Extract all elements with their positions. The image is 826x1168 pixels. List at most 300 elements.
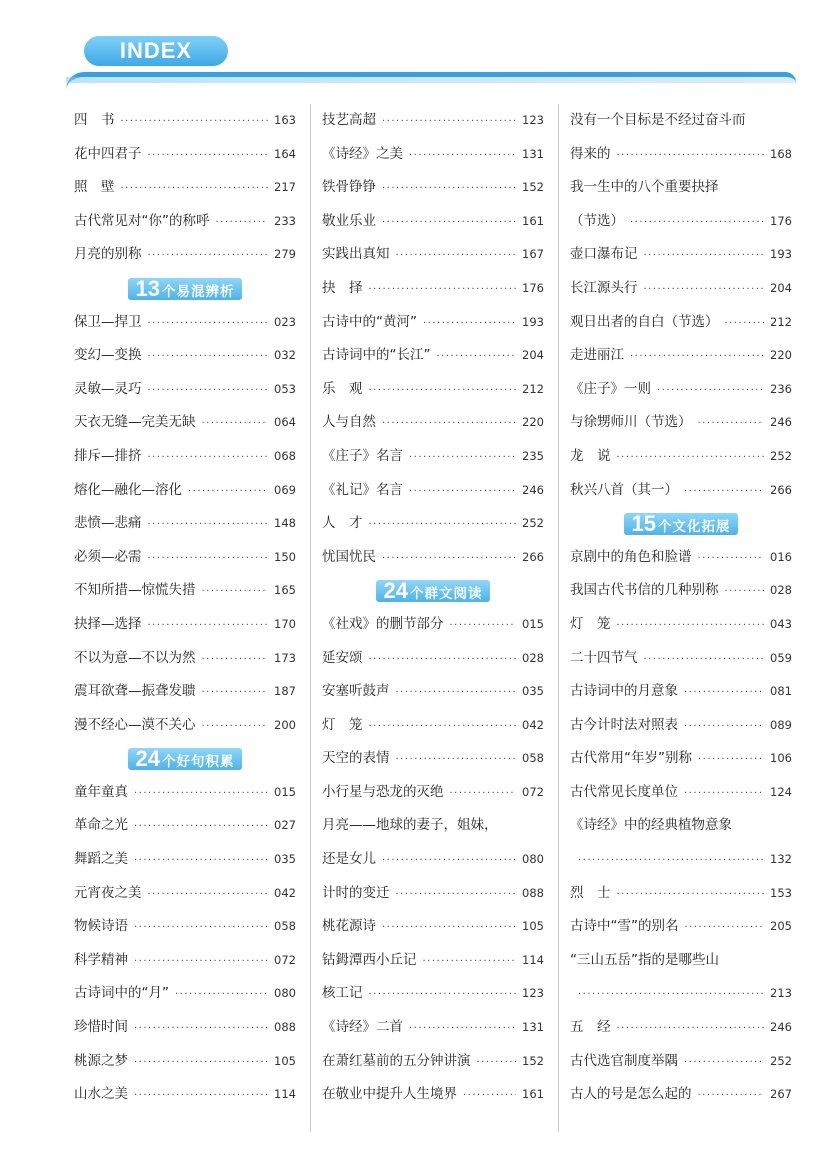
entry-title: 人与自然 [322, 414, 376, 431]
entry-title: 《社戏》的删节部分 [322, 615, 444, 632]
entry-title: 漫不经心—漠不关心 [74, 716, 196, 733]
entry-page: 043 [770, 616, 792, 631]
entry-page: 148 [274, 516, 296, 531]
index-entry[interactable] [570, 642, 792, 676]
entry-title: 核工记 [322, 985, 363, 1002]
section-count: 24 [383, 578, 408, 604]
index-entry[interactable] [570, 272, 792, 306]
entry-title: 科学精神 [74, 951, 128, 968]
index-entry[interactable] [322, 238, 544, 272]
index-entry[interactable] [74, 406, 296, 440]
leader-dots [369, 273, 517, 307]
entry-page: 163 [274, 113, 296, 127]
index-entry[interactable] [570, 776, 792, 810]
index-entry[interactable] [322, 306, 544, 340]
leader-dots [148, 508, 269, 542]
index-entry[interactable] [322, 138, 544, 172]
entry-page: 027 [274, 818, 296, 833]
leader-dots [396, 676, 517, 710]
entry-title: 五 经 [570, 1019, 611, 1036]
entry-title: 与徐甥师川（节选） [570, 414, 692, 431]
index-entry[interactable] [322, 406, 544, 440]
leader-dots [698, 1079, 765, 1113]
leader-dots [369, 978, 517, 1012]
index-entry[interactable] [74, 944, 296, 978]
leader-dots [188, 475, 268, 509]
entry-title: 秋兴八首（其一） [570, 481, 678, 498]
entry-title: 月亮的别称 [74, 246, 142, 263]
entry-page: 106 [770, 751, 792, 766]
entry-title: 长江源头行 [570, 279, 638, 296]
leader-dots [202, 710, 269, 744]
entry-page: 252 [770, 1053, 792, 1068]
index-entry[interactable] [74, 843, 296, 877]
index-entry[interactable] [322, 608, 544, 642]
leader-dots [148, 374, 269, 408]
index-entry[interactable] [74, 675, 296, 709]
entry-title: “三山五岳”指的是哪些山 [570, 951, 719, 968]
entry-page: 028 [770, 583, 792, 598]
entry-title: 铁骨铮铮 [322, 179, 376, 196]
index-entry[interactable] [570, 709, 792, 743]
entry-page: 028 [522, 650, 544, 665]
entry-page: 205 [770, 919, 792, 934]
entry-title: 保卫—捍卫 [74, 313, 142, 330]
entry-title: 古诗中“雪”的别名 [570, 918, 679, 935]
leader-dots [148, 609, 269, 643]
entry-page: 068 [274, 448, 296, 463]
entry-title: 桃源之梦 [74, 1052, 128, 1069]
index-column-3 [570, 104, 792, 1112]
entry-title: 古诗中的“黄河” [322, 313, 417, 330]
index-entry[interactable] [570, 608, 792, 642]
entry-page: 124 [770, 784, 792, 799]
index-entry[interactable] [74, 809, 296, 843]
entry-page: 187 [274, 684, 296, 699]
index-entry[interactable] [74, 339, 296, 373]
leader-dots [423, 307, 516, 341]
index-entry[interactable] [74, 877, 296, 911]
entry-title: 古诗词中的月意象 [570, 683, 678, 700]
entry-page: 072 [274, 952, 296, 967]
leader-dots [685, 911, 765, 945]
leader-dots [423, 945, 517, 979]
entry-title: 照 壁 [74, 179, 115, 196]
leader-dots [644, 239, 765, 273]
index-entry[interactable] [322, 440, 544, 474]
leader-dots [202, 575, 269, 609]
entry-title: 《庄子》名言 [322, 447, 403, 464]
entry-title: 二十四节气 [570, 649, 638, 666]
leader-dots [202, 676, 269, 710]
section-heading [74, 272, 296, 306]
entry-page: 204 [522, 348, 544, 363]
index-entry[interactable] [74, 104, 296, 138]
index-entry[interactable] [570, 474, 792, 508]
entry-title: 月亮——地球的妻子，姐妹， [322, 817, 498, 834]
entry-title: 烈 士 [570, 884, 611, 901]
entry-title: 桃花源诗 [322, 918, 376, 935]
section-label: 个群文阅读 [409, 586, 483, 603]
entry-title: 敬业乐业 [322, 212, 376, 229]
entry-page: 081 [770, 684, 792, 699]
leader-dots [698, 542, 765, 576]
leader-dots [175, 978, 268, 1012]
entry-page: 072 [522, 784, 544, 799]
index-entry[interactable] [74, 776, 296, 810]
entry-page: 212 [522, 381, 544, 396]
index-entry[interactable] [322, 1045, 544, 1079]
entry-page: 193 [770, 247, 792, 262]
entry-page: 105 [274, 1053, 296, 1068]
index-entry[interactable] [570, 138, 792, 172]
entry-title: 排斥—排挤 [74, 447, 142, 464]
index-entry[interactable] [570, 306, 792, 340]
section-heading [322, 574, 544, 608]
leader-dots [382, 407, 516, 441]
index-entry[interactable] [322, 507, 544, 541]
entry-page: 236 [770, 381, 792, 396]
entry-title: 人 才 [322, 515, 363, 532]
leader-dots [644, 273, 765, 307]
entry-page: 053 [274, 381, 296, 396]
leader-dots [578, 844, 764, 878]
entry-page: 016 [770, 549, 792, 564]
leader-dots [134, 844, 268, 878]
entry-title: 抉 择 [322, 279, 363, 296]
leader-dots [396, 239, 517, 273]
entry-title: 不知所措—惊慌失措 [74, 582, 196, 599]
entry-title: 得来的 [570, 145, 611, 162]
index-entry[interactable] [570, 406, 792, 440]
index-entry[interactable] [74, 171, 296, 205]
index-entry[interactable] [322, 642, 544, 676]
index-entry[interactable] [570, 1078, 792, 1112]
entry-title: 古代选官制度举隅 [570, 1052, 678, 1069]
entry-page: 266 [770, 482, 792, 497]
index-entry[interactable] [570, 1011, 792, 1045]
leader-dots [409, 441, 516, 475]
entry-title: 不以为意—不以为然 [74, 649, 196, 666]
index-entry[interactable] [74, 541, 296, 575]
index-entry[interactable] [570, 977, 792, 1011]
entry-page: 059 [770, 650, 792, 665]
leader-dots [134, 1079, 268, 1113]
entry-title: 革命之光 [74, 817, 128, 834]
entry-page: 131 [522, 1020, 544, 1035]
entry-page: 105 [522, 919, 544, 934]
leader-dots [121, 172, 269, 206]
leader-dots [148, 441, 269, 475]
leader-dots [617, 609, 765, 643]
entry-title: 计时的变迁 [322, 884, 390, 901]
entry-page: 032 [274, 348, 296, 363]
entry-page: 267 [770, 1087, 792, 1102]
index-entry[interactable] [570, 843, 792, 877]
entry-page: 131 [522, 146, 544, 161]
leader-dots [409, 1012, 516, 1046]
leader-dots [409, 475, 516, 509]
index-entry[interactable] [74, 205, 296, 239]
leader-dots [684, 1046, 764, 1080]
entry-title: 古代常见长度单位 [570, 783, 678, 800]
entry-title: 童年童真 [74, 783, 128, 800]
index-entry[interactable] [322, 1011, 544, 1045]
entry-title: 龙 说 [570, 447, 611, 464]
leader-dots [121, 105, 269, 139]
index-entry[interactable] [322, 910, 544, 944]
index-entry[interactable] [74, 608, 296, 642]
entry-title: 小行星与恐龙的灭绝 [322, 783, 444, 800]
index-column-1 [74, 104, 296, 1112]
leader-dots [617, 139, 765, 173]
leader-dots [450, 609, 517, 643]
leader-dots [684, 676, 764, 710]
index-entry[interactable] [570, 1045, 792, 1079]
entry-page: 213 [770, 986, 792, 1001]
index-entry[interactable] [570, 742, 792, 776]
entry-page: 212 [770, 314, 792, 329]
index-entry[interactable] [322, 1078, 544, 1112]
entry-page: 217 [274, 180, 296, 195]
leader-dots [698, 743, 764, 777]
entry-page: 170 [274, 616, 296, 631]
leader-dots [369, 374, 517, 408]
entry-page: 266 [522, 549, 544, 564]
leader-dots [216, 206, 269, 240]
leader-dots [657, 374, 764, 408]
entry-page: 035 [522, 684, 544, 699]
entry-title: 天衣无缝—完美无缺 [74, 414, 196, 431]
index-entry[interactable] [570, 541, 792, 575]
index-entry[interactable] [74, 1045, 296, 1079]
index-entry[interactable] [74, 709, 296, 743]
entry-page: 042 [274, 885, 296, 900]
entry-title: （节选） [570, 212, 624, 229]
index-entry[interactable] [74, 1011, 296, 1045]
entry-page: 173 [274, 650, 296, 665]
leader-dots [725, 575, 765, 609]
index-entry[interactable] [322, 742, 544, 776]
entry-title: 珍惜时间 [74, 1019, 128, 1036]
leader-dots [148, 542, 269, 576]
entry-title: 安塞听鼓声 [322, 683, 390, 700]
entry-title: 《庄子》一则 [570, 380, 651, 397]
leader-dots [450, 777, 517, 811]
entry-title: 古人的号是怎么起的 [570, 1086, 692, 1103]
index-entry[interactable] [570, 339, 792, 373]
leader-dots [684, 710, 764, 744]
index-entry[interactable] [570, 574, 792, 608]
index-entry[interactable] [570, 373, 792, 407]
section-count: 15 [631, 510, 656, 536]
index-entry[interactable] [570, 440, 792, 474]
entry-page: 176 [522, 280, 544, 295]
entry-page: 165 [274, 583, 296, 598]
entry-page: 015 [522, 616, 544, 631]
index-entry[interactable] [322, 776, 544, 810]
entry-page: 123 [522, 113, 544, 127]
index-entry-line[interactable] [570, 944, 792, 978]
leader-dots [382, 844, 516, 878]
column-divider [310, 104, 311, 1132]
leader-dots [725, 307, 765, 341]
entry-title: 在敬业中提升人生境界 [322, 1086, 457, 1103]
leader-dots [382, 911, 516, 945]
leader-dots [382, 105, 516, 139]
leader-dots [202, 407, 269, 441]
leader-dots [369, 508, 517, 542]
index-entry-line[interactable] [570, 809, 792, 843]
leader-dots [630, 206, 764, 240]
leader-dots [369, 643, 517, 677]
entry-title: 技艺高超 [322, 112, 376, 128]
entry-title: 《礼记》名言 [322, 481, 403, 498]
leader-dots [148, 878, 269, 912]
index-entry[interactable] [74, 642, 296, 676]
entry-page: 161 [522, 1087, 544, 1102]
index-entry[interactable] [74, 1078, 296, 1112]
entry-page: 220 [770, 348, 792, 363]
index-entry[interactable] [570, 205, 792, 239]
index-column-2 [322, 104, 544, 1112]
index-badge: INDEX [84, 36, 228, 66]
index-entry[interactable] [322, 541, 544, 575]
leader-dots [437, 340, 517, 374]
index-entry-line[interactable] [570, 104, 792, 138]
entry-page: 252 [770, 448, 792, 463]
index-entry[interactable] [74, 238, 296, 272]
entry-title: 花中四君子 [74, 145, 142, 162]
index-entry[interactable] [74, 507, 296, 541]
entry-title: 我国古代书信的几种别称 [570, 582, 719, 599]
entry-title: 走进丽江 [570, 347, 624, 364]
index-entry[interactable] [74, 306, 296, 340]
entry-page: 168 [770, 146, 792, 161]
entry-title: 《诗经》二首 [322, 1019, 403, 1036]
entry-title: 灵敏—灵巧 [74, 380, 142, 397]
entry-page: 252 [522, 516, 544, 531]
index-entry[interactable] [322, 877, 544, 911]
index-entry[interactable] [74, 373, 296, 407]
section-count: 13 [135, 275, 160, 301]
index-entry[interactable] [74, 440, 296, 474]
leader-dots [382, 172, 516, 206]
section-label: 个易混辨析 [161, 283, 235, 300]
leader-dots [148, 307, 269, 341]
leader-dots [684, 777, 764, 811]
index-entry[interactable] [570, 675, 792, 709]
index-entry[interactable] [322, 339, 544, 373]
index-entry[interactable] [322, 709, 544, 743]
entry-title: 古诗词中的“长江” [322, 347, 431, 364]
entry-page: 015 [274, 784, 296, 799]
index-entry[interactable] [74, 574, 296, 608]
index-entry[interactable] [322, 171, 544, 205]
entry-page: 246 [770, 415, 792, 430]
entry-title: 必须—必需 [74, 548, 142, 565]
index-entry[interactable] [322, 373, 544, 407]
entry-title: 在萧红墓前的五分钟讲演 [322, 1052, 471, 1069]
index-entry[interactable] [74, 977, 296, 1011]
entry-page: 246 [770, 1020, 792, 1035]
index-entry[interactable] [322, 272, 544, 306]
index-entry[interactable] [322, 944, 544, 978]
index-entry-line[interactable] [322, 809, 544, 843]
entry-title: 我一生中的八个重要抉择 [570, 179, 719, 196]
index-entry[interactable] [74, 138, 296, 172]
index-entry[interactable] [322, 104, 544, 138]
entry-page: 164 [274, 146, 296, 161]
index-entry[interactable] [570, 910, 792, 944]
entry-title: 《诗经》之美 [322, 145, 403, 162]
leader-dots [477, 1046, 517, 1080]
entry-title: 还是女儿 [322, 851, 376, 868]
leader-dots [148, 239, 269, 273]
header-band [66, 72, 796, 90]
entry-page: 042 [522, 717, 544, 732]
leader-dots [148, 340, 269, 374]
entry-page: 088 [522, 885, 544, 900]
column-divider [558, 104, 559, 1132]
leader-dots [617, 878, 765, 912]
leader-dots [202, 643, 269, 677]
index-entry-line[interactable] [570, 171, 792, 205]
entry-page: 161 [522, 213, 544, 228]
entry-title: 古代常见对“你”的称呼 [74, 212, 210, 229]
index-entry[interactable] [74, 910, 296, 944]
leader-dots [382, 206, 516, 240]
leader-dots [134, 777, 268, 811]
entry-title: 元宵夜之美 [74, 884, 142, 901]
index-entry[interactable] [322, 474, 544, 508]
entry-title: 京剧中的角色和脸谱 [570, 548, 692, 565]
entry-title: 壶口瀑布记 [570, 246, 638, 263]
index-entry[interactable] [322, 205, 544, 239]
index-entry[interactable] [322, 977, 544, 1011]
index-entry[interactable] [74, 474, 296, 508]
entry-page: 233 [274, 213, 296, 228]
leader-dots [578, 978, 764, 1012]
entry-title: 钴鉧潭西小丘记 [322, 951, 417, 968]
index-entry[interactable] [570, 877, 792, 911]
section-label: 个文化拓展 [657, 518, 731, 535]
entry-page: 246 [522, 482, 544, 497]
leader-dots [382, 542, 516, 576]
entry-page: 132 [770, 852, 792, 867]
index-entry[interactable] [570, 238, 792, 272]
index-entry[interactable] [322, 843, 544, 877]
leader-dots [684, 475, 764, 509]
entry-page: 058 [274, 919, 296, 934]
entry-title: 物候诗语 [74, 918, 128, 935]
leader-dots [134, 945, 268, 979]
leader-dots [698, 407, 765, 441]
leader-dots [409, 139, 516, 173]
entry-page: 176 [770, 213, 792, 228]
entry-title: 忧国忧民 [322, 548, 376, 565]
leader-dots [369, 710, 517, 744]
entry-title: 观日出者的自白（节选） [570, 313, 719, 330]
entry-page: 023 [274, 314, 296, 329]
leader-dots [463, 1079, 516, 1113]
entry-page: 153 [770, 885, 792, 900]
leader-dots [644, 643, 765, 677]
index-entry[interactable] [322, 675, 544, 709]
entry-page: 088 [274, 1020, 296, 1035]
leader-dots [617, 1012, 765, 1046]
entry-page: 089 [770, 717, 792, 732]
